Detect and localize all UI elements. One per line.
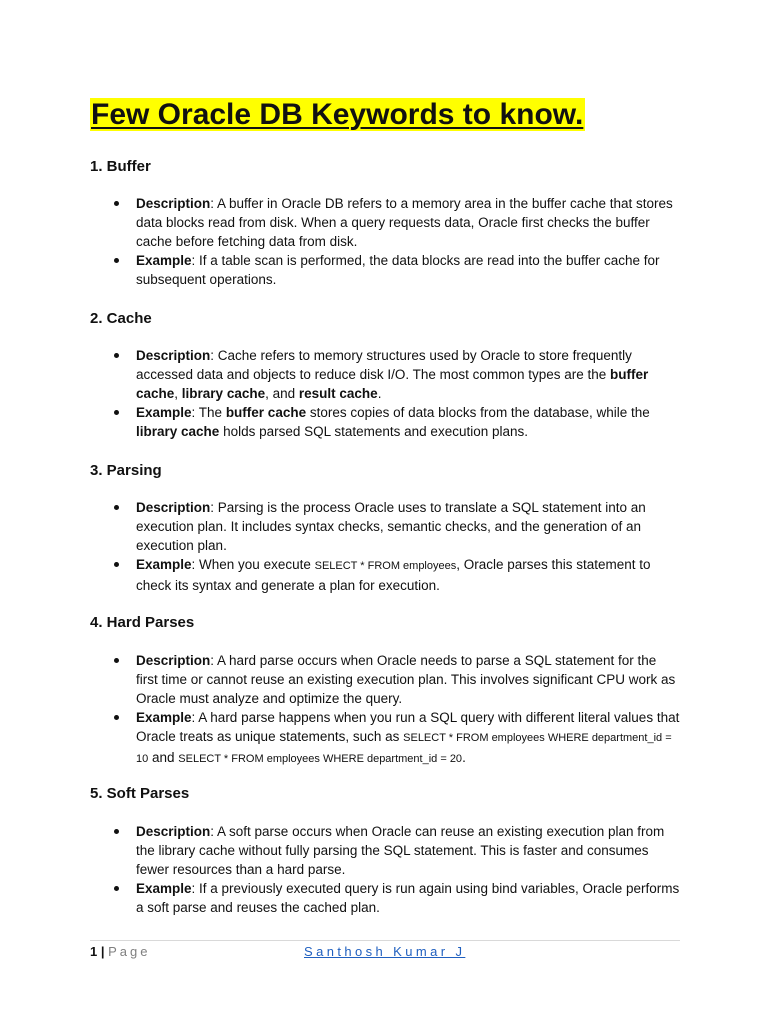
body-text: , Oracle parses this statement to check its syntax and generate a plan for execution. [136, 557, 651, 593]
body-text: , [174, 386, 182, 401]
list-item [90, 879, 680, 917]
bullet-list-hard-parses [90, 651, 680, 769]
bold-text: Description [136, 500, 211, 515]
body-text: holds parsed SQL statements and execution plans. [219, 424, 528, 439]
body-text: : If a table scan is performed, the data blocks are read into the buffer cache for subsequent operations. [136, 253, 660, 287]
list-item [90, 346, 680, 403]
bullet-icon [114, 886, 119, 891]
body-text: and [148, 750, 179, 765]
bold-text: Example [136, 253, 192, 268]
bold-text: library cache [181, 386, 266, 401]
list-item [90, 651, 680, 708]
bold-text: Example [136, 710, 192, 725]
body-text: : A soft parse occurs when Oracle can reuse an existing execution plan from the library cache without fully parsing the SQL statement. This is faster and consumes fewer resources than a hard parse. [136, 824, 665, 877]
bullet-icon [114, 658, 119, 663]
bullet-icon [114, 562, 119, 567]
section-heading-parsing: 3. Parsing [90, 462, 162, 479]
section-heading-soft-parses: 5. Soft Parses [90, 785, 190, 802]
code-text: SELECT * FROM employees WHERE department_id = 10 [136, 732, 672, 765]
body-text: : A buffer in Oracle DB refers to a memory area in the buffer cache that stores data blocks read from disk. When a query requests data, Oracle first checks the buffer cache before fetching data from disk. [136, 196, 673, 249]
page-title-text: Few Oracle DB Keywords to know. [91, 98, 584, 131]
bold-text: Description [136, 653, 211, 668]
list-item [90, 822, 680, 879]
bullet-icon [114, 353, 119, 358]
bullet-icon [114, 505, 119, 510]
body-text: : A hard parse occurs when Oracle needs to parse a SQL statement for the first time or cannot reuse an existing execution plan. This involves significant CPU work as Oracle must analyze and optimize the query. [136, 653, 676, 706]
body-text: : A hard parse happens when you run a SQL query with different literal values that Oracle treats as unique statements, such as [136, 710, 680, 744]
footer-divider [90, 940, 680, 941]
list-item [90, 403, 680, 441]
section-heading-hard-parses: 4. Hard Parses [90, 614, 195, 631]
bold-text: buffer cache [136, 367, 649, 401]
bold-text: library cache [136, 424, 220, 439]
page-number: 1 [90, 944, 98, 959]
list-item [90, 555, 680, 595]
list-item [90, 251, 680, 289]
bold-text: buffer cache [225, 405, 307, 420]
bullet-icon [114, 715, 119, 720]
section-heading-cache: 2. Cache [90, 310, 152, 327]
bold-text: Description [136, 196, 211, 211]
list-item [90, 498, 680, 555]
body-text: : When you execute [191, 557, 315, 572]
body-text: , and [265, 386, 299, 401]
footer-page-label [90, 944, 150, 960]
bold-text: Example [136, 557, 192, 572]
bullet-icon [114, 258, 119, 263]
bullet-list-soft-parses [90, 822, 680, 917]
bullet-list-buffer [90, 194, 680, 289]
body-text: . [377, 386, 382, 401]
bold-text: Example [136, 405, 192, 420]
page-word: Page [108, 944, 151, 959]
body-text: : The [191, 405, 226, 420]
bullet-list-parsing [90, 498, 680, 595]
page-title [90, 95, 585, 135]
bullet-icon [114, 410, 119, 415]
body-text: : Parsing is the process Oracle uses to translate a SQL statement into an execution plan. It includes syntax checks, semantic checks, and the generation of an execution plan. [136, 500, 646, 553]
body-text: : Cache refers to memory structures used by Oracle to store frequently accessed data and objects to reduce disk I/O. The most common types are the [136, 348, 632, 382]
bullet-list-cache [90, 346, 680, 441]
body-text: . [462, 750, 466, 765]
bold-text: Example [136, 881, 192, 896]
bullet-icon [114, 829, 119, 834]
body-text: stores copies of data blocks from the database, while the [306, 405, 650, 420]
bold-text: Description [136, 824, 211, 839]
bullet-icon [114, 201, 119, 206]
author-link[interactable]: Santhosh Kumar J [304, 944, 466, 959]
section-heading-buffer: 1. Buffer [90, 158, 151, 175]
code-text: SELECT * FROM employees [314, 560, 457, 572]
bold-text: result cache [298, 386, 378, 401]
code-text: SELECT * FROM employees WHERE department_id = 20 [178, 753, 463, 765]
page-separator: | [97, 944, 109, 959]
list-item [90, 708, 680, 769]
list-item [90, 194, 680, 251]
bold-text: Description [136, 348, 211, 363]
body-text: : If a previously executed query is run again using bind variables, Oracle performs a soft parse and reuses the cached plan. [136, 881, 680, 915]
